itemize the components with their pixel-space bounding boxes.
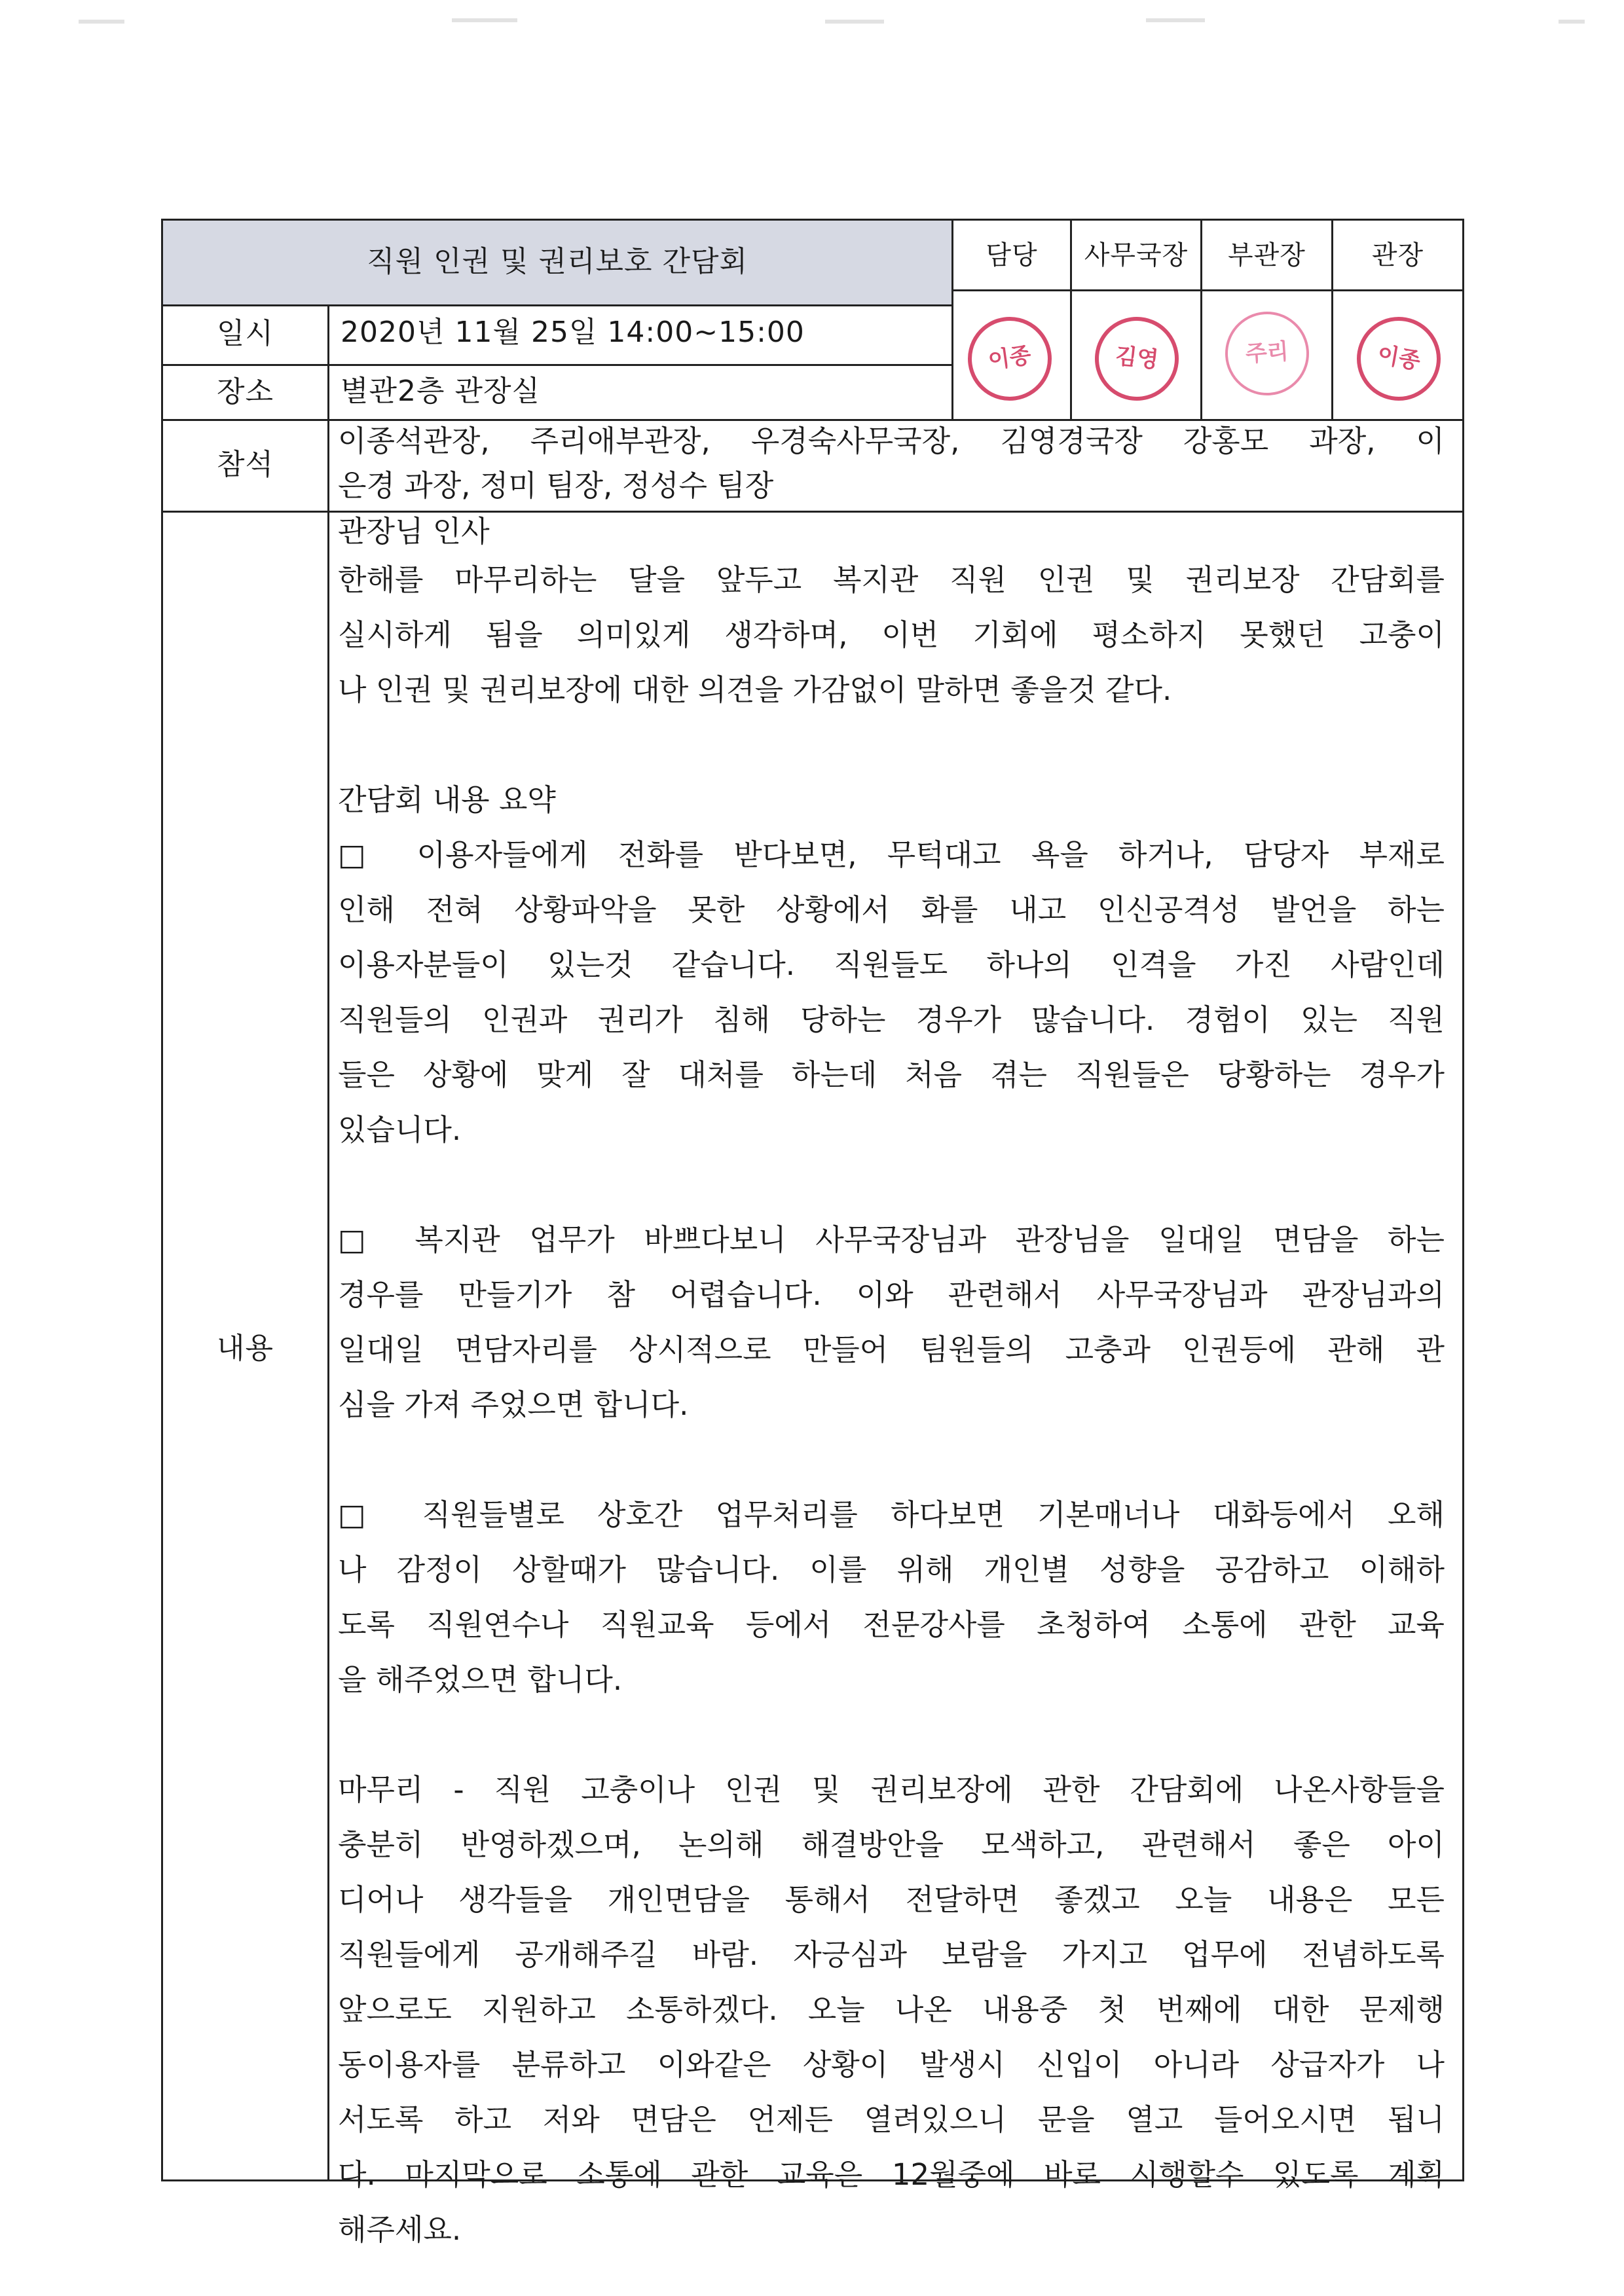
blank-line [338, 1707, 1445, 1762]
closing-line: 해주세요. [338, 2212, 462, 2247]
table-border-left [161, 219, 163, 2181]
document-title: 직원 인권 및 권리보호 간담회 [367, 245, 748, 278]
scan-speck [79, 20, 124, 24]
scan-speck [1559, 20, 1585, 24]
approval-seal-stamp: 주리 [1223, 309, 1312, 399]
scan-speck [452, 18, 517, 22]
attendees-line: 은경 과장, 정미 팀장, 정성수 팀장 [338, 468, 774, 503]
scan-speck [1146, 18, 1205, 22]
approval-header-manager: 담당 [986, 240, 1038, 270]
attendees-label: 참석 [216, 448, 274, 481]
summary-item-2-line: 심을 가져 주었으면 합니다. [338, 1387, 689, 1422]
attendees-list [338, 419, 1445, 508]
summary-item-3-line: 을 해주었으면 합니다. [338, 1662, 623, 1697]
scan-speck [825, 20, 884, 24]
summary-item-2-line: 일대일 면담자리를 상시적으로 만들어 팀원들의 고충과 인권등에 관해 관 [338, 1332, 1445, 1367]
meeting-content [338, 511, 1445, 2257]
table-border-right [1462, 219, 1464, 2181]
blank-line [338, 718, 1445, 773]
table-border-top [161, 219, 1464, 221]
table-rule [161, 364, 953, 366]
closing-line: 서도록 하고 저와 면담은 언제든 열려있으니 문을 열고 들어오시면 됩니 [338, 2102, 1445, 2137]
content-label: 내용 [216, 1332, 274, 1365]
place-value: 별관2층 관장실 [341, 374, 541, 408]
table-rule [161, 304, 953, 306]
summary-item-2-line: 경우를 만들기가 참 어렵습니다. 이와 관련해서 사무국장님과 관장님과의 [338, 1277, 1445, 1312]
closing-line: 동이용자를 분류하고 이와같은 상황이 발생시 신입이 아니라 상급자가 나 [338, 2047, 1445, 2082]
closing-line: 직원들에게 공개해주길 바람. 자긍심과 보람을 가지고 업무에 전념하도록 [338, 1937, 1445, 1972]
place-label: 장소 [216, 375, 274, 409]
greeting-line: 실시하게 됨을 의미있게 생각하며, 이번 기회에 평소하지 못했던 고충이 [338, 617, 1445, 652]
summary-item-2-line: □ 복지관 업무가 바쁘다보니 사무국장님과 관장님을 일대일 면담을 하는 [338, 1222, 1445, 1257]
blank-line [338, 1432, 1445, 1487]
approval-header-deputy-director: 부관장 [1228, 240, 1306, 270]
summary-item-1-line: 들은 상황에 맞게 잘 대처를 하는데 처음 겪는 직원들은 당황하는 경우가 [338, 1057, 1445, 1092]
datetime-value: 2020년 11월 25일 14:00~15:00 [341, 316, 805, 349]
summary-item-3-line: 도록 직원연수나 직원교육 등에서 전문강사를 초청하여 소통에 관한 교육 [338, 1607, 1445, 1642]
approval-header-secretary-general: 사무국장 [1084, 240, 1189, 270]
approval-seal-stamp: 이종 [1350, 310, 1447, 407]
summary-item-3-line: 나 감정이 상할때가 많습니다. 이를 위해 개인별 성향을 공감하고 이해하 [338, 1552, 1445, 1587]
greeting-line: 한해를 마무리하는 달을 앞두고 복지관 직원 인권 및 권리보장 간담회를 [338, 562, 1445, 597]
summary-item-1-line: □ 이용자들에게 전화를 받다보면, 무턱대고 욕을 하거나, 담당자 부재로 [338, 837, 1445, 872]
summary-item-1-line: 직원들의 인권과 권리가 침해 당하는 경우가 많습니다. 경험이 있는 직원 [338, 1002, 1445, 1037]
closing-line: 앞으로도 지원하고 소통하겠다. 오늘 나온 내용중 첫 번째에 대한 문제행 [338, 1992, 1445, 2027]
approval-seal-stamp: 김영 [1091, 313, 1183, 405]
summary-title: 간담회 내용 요약 [338, 782, 556, 817]
closing-line: 충분히 반영하겠으며, 논의해 해결방안을 모색하고, 관련해서 좋은 아이 [338, 1827, 1445, 1862]
approval-seal-stamp: 이종 [963, 312, 1058, 407]
greeting-title: 관장님 인사 [338, 514, 490, 549]
approval-header-director: 관장 [1371, 240, 1424, 270]
table-rule [327, 304, 329, 2181]
table-rule [953, 289, 1464, 291]
attendees-line: 이종석관장, 주리애부관장, 우경숙사무국장, 김영경국장 강홍모 과장, 이 [338, 424, 1445, 458]
summary-item-1-line: 이용자분들이 있는것 같습니다. 직원들도 하나의 인격을 가진 사람인데 [338, 947, 1445, 982]
closing-line: 다. 마지막으로 소통에 관한 교육은 12월중에 바로 시행할수 있도록 계획 [338, 2157, 1445, 2192]
greeting-line: 나 인권 및 권리보장에 대한 의견을 가감없이 말하면 좋을것 같다. [338, 672, 1172, 707]
blank-line [338, 1157, 1445, 1212]
closing-line: 디어나 생각들을 개인면담을 통해서 전달하면 좋겠고 오늘 내용은 모든 [338, 1882, 1445, 1917]
summary-item-3-line: □ 직원들별로 상호간 업무처리를 하다보면 기본매너나 대화등에서 오해 [338, 1497, 1445, 1532]
closing-line: 마무리 - 직원 고충이나 인권 및 권리보장에 관한 간담회에 나온사항들을 [338, 1772, 1445, 1807]
summary-item-1-line: 있습니다. [338, 1112, 462, 1147]
minutes-table [161, 219, 1464, 2247]
summary-item-1-line: 인해 전혀 상황파악을 못한 상황에서 화를 내고 인신공격성 발언을 하는 [338, 892, 1445, 927]
datetime-label: 일시 [216, 317, 274, 350]
